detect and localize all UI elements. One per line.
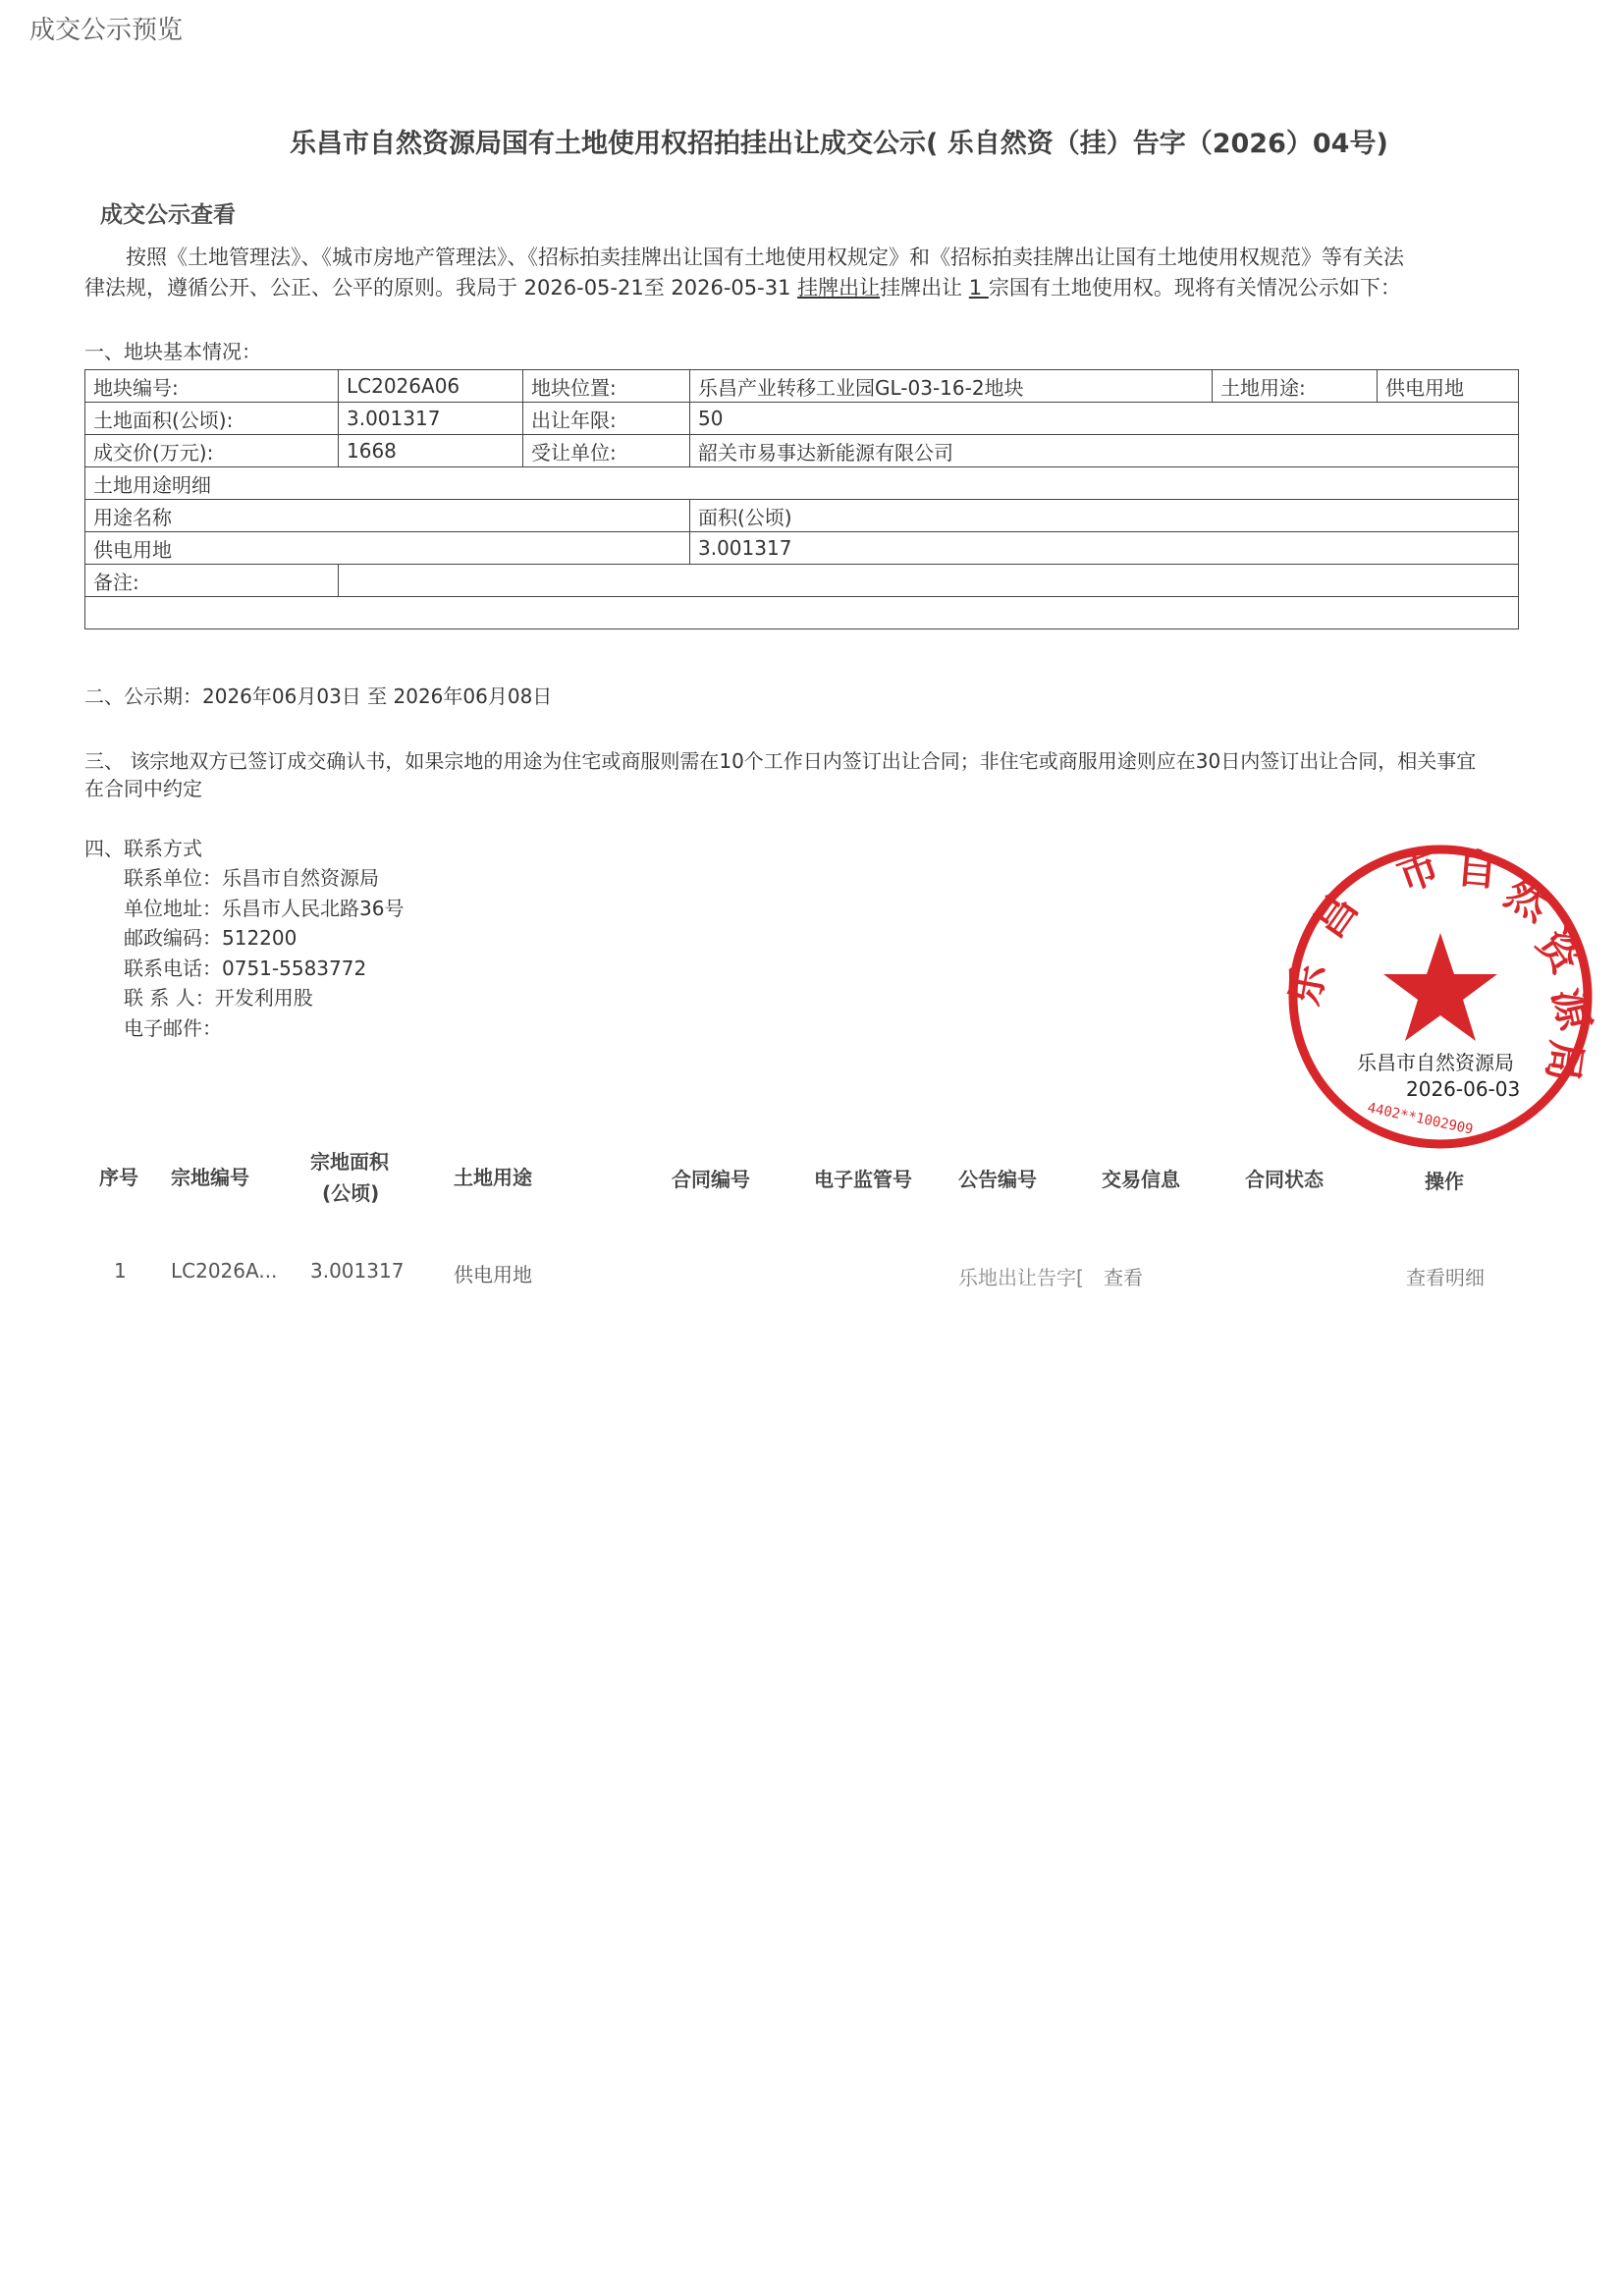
use-area-header: 面积(公顷) xyxy=(690,500,1519,532)
section-4-heading: 四、联系方式 xyxy=(84,837,202,860)
table-row xyxy=(85,565,1519,597)
buyer-label: 受让单位: xyxy=(523,435,690,467)
col-action-header: 操作 xyxy=(1425,1170,1464,1193)
table-row xyxy=(85,500,1519,532)
seal-org-name: 乐昌市自然资源局 xyxy=(1357,1051,1514,1074)
contact-email: 电子邮件： xyxy=(124,1016,222,1040)
col-supervision-no-header: 电子监管号 xyxy=(814,1168,912,1191)
use-area-value: 3.001317 xyxy=(690,532,1519,565)
term-value: 50 xyxy=(690,403,1519,435)
svg-text:然: 然 xyxy=(1497,868,1557,931)
svg-text:4402**1002909: 4402**1002909 xyxy=(1366,1100,1475,1138)
svg-text:自: 自 xyxy=(1454,844,1500,896)
section-3-line-2: 在合同中约定 xyxy=(84,777,202,800)
contact-address: 单位地址：乐昌市人民北路36号 xyxy=(124,897,405,920)
price-label: 成交价(万元): xyxy=(85,435,339,467)
section-3-line-1: 三、 该宗地双方已签订成交确认书，如果宗地的用途为住宅或商服则需在10个工作日内签订出让合同；非住宅或商服用途则应在30日内签订出让合同，相关事宜 xyxy=(84,749,1477,773)
col-use-header: 土地用途 xyxy=(454,1166,532,1189)
row-view-detail-link[interactable]: 查看明细 xyxy=(1406,1266,1485,1289)
svg-text:市: 市 xyxy=(1390,841,1446,902)
svg-text:乐: 乐 xyxy=(1279,959,1335,1010)
preview-title: 成交公示预览 xyxy=(29,16,184,45)
area-value: 3.001317 xyxy=(339,403,523,435)
col-notice-no-header: 公告编号 xyxy=(958,1168,1037,1191)
use-name-value: 供电用地 xyxy=(85,532,690,565)
land-use-label: 土地用途: xyxy=(1213,370,1378,403)
table-row xyxy=(85,435,1519,467)
svg-text:资: 资 xyxy=(1527,920,1592,983)
row-index: 1 xyxy=(114,1259,127,1283)
contact-postcode: 邮政编码：512200 xyxy=(124,926,298,950)
remarks-label: 备注: xyxy=(85,565,339,597)
location-label: 地块位置: xyxy=(523,370,690,403)
empty-row xyxy=(85,597,1519,629)
svg-text:昌: 昌 xyxy=(1304,885,1368,947)
table-row xyxy=(85,370,1519,403)
price-value: 1668 xyxy=(339,435,523,467)
contact-person: 联 系 人：开发利用股 xyxy=(124,986,313,1010)
col-parcel-header: 宗地编号 xyxy=(171,1166,249,1189)
table-row xyxy=(85,532,1519,565)
area-label: 土地面积(公顷): xyxy=(85,403,339,435)
contact-unit: 联系单位：乐昌市自然资源局 xyxy=(124,866,379,890)
buyer-value: 韶关市易事达新能源有限公司 xyxy=(690,435,1519,467)
row-area: 3.001317 xyxy=(310,1259,405,1283)
location-value: 乐昌产业转移工业园GL-03-16-2地块 xyxy=(690,370,1213,403)
row-parcel-no: LC2026A... xyxy=(171,1259,278,1283)
parcel-info-table xyxy=(84,369,1519,629)
official-seal xyxy=(1278,835,1602,1159)
col-index-header: 序号 xyxy=(99,1166,138,1189)
seal-date: 2026-06-03 xyxy=(1406,1077,1521,1101)
table-row xyxy=(85,597,1519,629)
col-area-header: 宗地面积 xyxy=(310,1150,389,1174)
intro-count-underlined: 1 xyxy=(968,276,989,300)
col-area-unit-header: (公顷) xyxy=(322,1181,380,1205)
col-trade-info-header: 交易信息 xyxy=(1102,1168,1180,1191)
section-1-heading: 一、地块基本情况： xyxy=(84,340,261,363)
col-contract-no-header: 合同编号 xyxy=(672,1168,750,1191)
row-notice-no: 乐地出让告字[ xyxy=(958,1266,1084,1289)
view-heading: 成交公示查看 xyxy=(100,202,236,228)
use-detail-heading: 土地用途明细 xyxy=(85,467,1519,500)
svg-text:局: 局 xyxy=(1538,1037,1592,1086)
remarks-value xyxy=(339,565,1519,597)
document-title: 乐昌市自然资源局国有土地使用权招拍挂出让成交公示( 乐自然资（挂）告字（2026）04号) xyxy=(290,129,1388,159)
term-label: 出让年限: xyxy=(523,403,690,435)
parcel-no-label: 地块编号: xyxy=(85,370,339,403)
row-trade-view-link[interactable]: 查看 xyxy=(1104,1266,1143,1289)
contact-phone: 联系电话：0751-5583772 xyxy=(124,957,367,980)
use-name-header: 用途名称 xyxy=(85,500,690,532)
intro-method-underlined: 挂牌出让 xyxy=(797,276,881,300)
parcel-no-value: LC2026A06 xyxy=(339,370,523,403)
col-contract-status-header: 合同状态 xyxy=(1245,1168,1324,1191)
row-land-use: 供电用地 xyxy=(454,1263,532,1286)
intro-line-2: 律法规，遵循公开、公正、公平的原则。我局于 2026-05-21至 2026-05-31 挂牌出让挂牌出让 1 宗国有土地使用权。现将有关情况公示如下： xyxy=(84,276,1401,300)
section-2-publicity-period: 二、公示期：2026年06月03日 至 2026年06月08日 xyxy=(84,684,553,708)
svg-text:源: 源 xyxy=(1543,983,1599,1035)
table-row xyxy=(85,467,1519,500)
intro-line-1: 按照《土地管理法》、《城市房地产管理法》、《招标拍卖挂牌出让国有土地使用权规定》和《招标拍卖挂牌出让国有土地使用权规范》等有关法 xyxy=(126,246,1404,269)
table-row xyxy=(85,403,1519,435)
land-use-value: 供电用地 xyxy=(1378,370,1519,403)
